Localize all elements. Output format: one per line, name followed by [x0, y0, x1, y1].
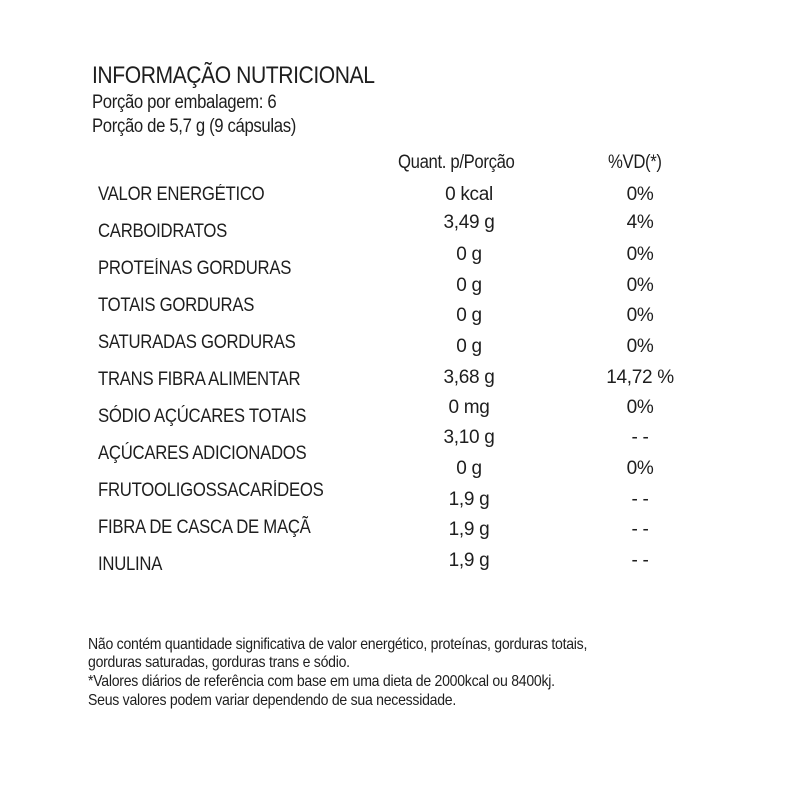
footnote-line: Não contém quantidade significativa de valor energético, proteínas, gorduras totais, [88, 636, 588, 653]
nutrient-label: FIBRA DE CASCA DE MAÇÃ [98, 517, 311, 538]
servings-per-package: Porção por embalagem: 6 [92, 92, 277, 113]
serving-size: Porção de 5,7 g (9 cápsulas) [92, 116, 296, 137]
quantity-value: 1,9 g [448, 519, 490, 540]
quantity-value: 3,10 g [443, 427, 495, 448]
nutrient-label: TOTAIS GORDURAS [98, 295, 255, 316]
daily-value: 14,72 % [606, 367, 674, 388]
column-header-quantity: Quant. p/Porção [398, 152, 515, 173]
quantity-value: 0 g [456, 244, 482, 265]
daily-value: - - [631, 519, 649, 540]
quantity-value: 0 g [456, 336, 482, 357]
daily-value: 0% [626, 458, 654, 479]
quantity-value: 3,68 g [443, 367, 495, 388]
nutrient-label: AÇÚCARES ADICIONADOS [98, 443, 307, 464]
footnote-line: Seus valores podem variar dependendo de sua necessidade. [88, 692, 456, 709]
quantity-value: 1,9 g [448, 550, 490, 571]
daily-value: 0% [626, 244, 654, 265]
nutrient-label: CARBOIDRATOS [98, 221, 228, 242]
column-header-daily-value: %VD(*) [608, 152, 662, 173]
footnote-line: gorduras saturadas, gorduras trans e sódio. [88, 654, 350, 671]
daily-value: 0% [626, 397, 654, 418]
daily-value: 0% [626, 275, 654, 296]
daily-value: 0% [626, 184, 654, 205]
daily-value: - - [631, 550, 649, 571]
nutrient-label: SÓDIO AÇÚCARES TOTAIS [98, 406, 307, 427]
page-title: INFORMAÇÃO NUTRICIONAL [92, 62, 375, 89]
daily-value: - - [631, 489, 649, 510]
nutrient-label: SATURADAS GORDURAS [98, 332, 296, 353]
quantity-value: 3,49 g [443, 212, 495, 233]
quantity-value: 0 g [456, 305, 482, 326]
nutrient-label: FRUTOOLIGOSSACARÍDEOS [98, 480, 324, 501]
footnote-line: *Valores diários de referência com base em uma dieta de 2000kcal ou 8400kj. [88, 673, 555, 690]
quantity-value: 0 kcal [445, 184, 493, 205]
quantity-value: 0 g [456, 275, 482, 296]
quantity-value: 1,9 g [448, 489, 490, 510]
nutrient-label: VALOR ENERGÉTICO [98, 184, 265, 205]
daily-value: - - [631, 427, 649, 448]
nutrient-label: PROTEÍNAS GORDURAS [98, 258, 292, 279]
quantity-value: 0 g [456, 458, 482, 479]
nutrient-label: TRANS FIBRA ALIMENTAR [98, 369, 301, 390]
daily-value: 4% [626, 212, 654, 233]
nutrient-label: INULINA [98, 554, 163, 575]
daily-value: 0% [626, 305, 654, 326]
daily-value: 0% [626, 336, 654, 357]
quantity-value: 0 mg [448, 397, 490, 418]
